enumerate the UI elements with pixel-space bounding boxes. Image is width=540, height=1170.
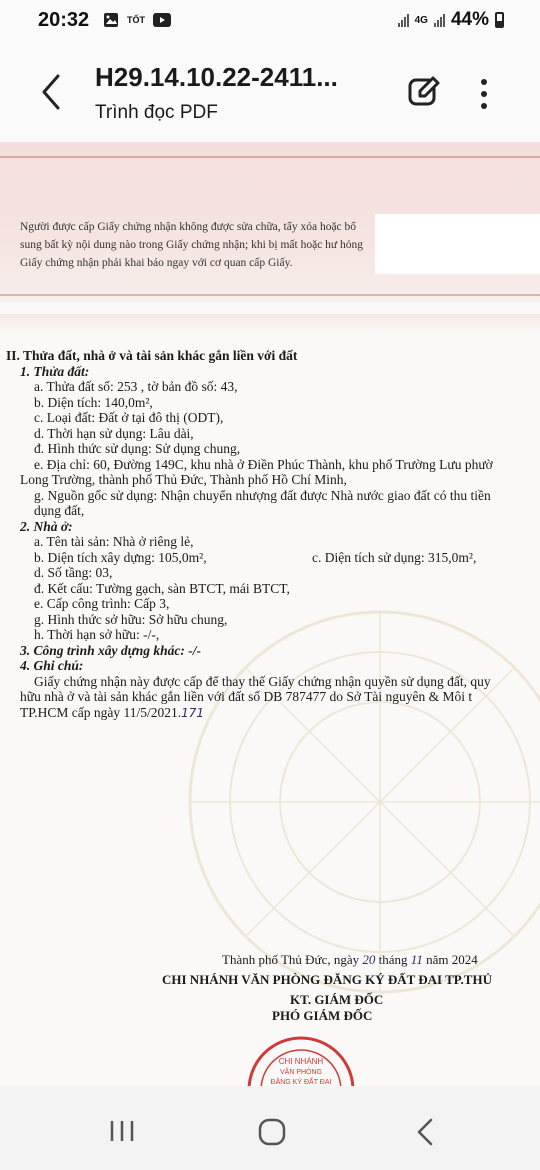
part4-line: TP.HCM cấp ngày 11/5/2021. (20, 704, 182, 720)
signer-position: PHÓ GIÁM ĐỐC (272, 1008, 373, 1023)
part1-line: e. Địa chỉ: 60, Đường 149C, khu nhà ở Điền Phúc Thành, khu phố Trường Lưu phườ (34, 456, 493, 472)
date-day: 20 (362, 952, 376, 967)
official-stamp (246, 1030, 356, 1086)
signer-kt: KT. GIÁM ĐỐC (290, 992, 384, 1007)
part1-line: Long Trường, thành phố Thủ Đức, Thành phố Hồ Chí Minh, (20, 472, 347, 487)
part2-line: h. Thời hạn sở hữu: -/-, (34, 627, 160, 642)
handwritten-mark: 171 (181, 705, 205, 720)
part1-line: b. Diện tích: 140,0m², (34, 394, 153, 410)
battery-percent: 44% (450, 9, 489, 30)
back-arrow-icon[interactable] (36, 72, 72, 112)
certificate-notice: Người được cấp Giấy chứng nhận không được sửa chữa, tẩy xóa hoặc bổ sung bất kỳ nội dung nào trong Giấy chứng nhận; khi bị mất hoặc hư hỏng Giấy chứng nhận phải khai báo ngay với cơ quan cấp Giấy. (20, 221, 364, 269)
part2-line: g. Hình thức sở hữu: Sở hữu chung, (34, 611, 228, 627)
part2-line: e. Cấp công trình: Cấp 3, (34, 596, 170, 611)
recent-apps-icon[interactable] (108, 1120, 136, 1142)
signal-icon-2 (434, 13, 445, 27)
part4-title: 4. Ghi chú: (20, 658, 84, 673)
more-vertical-icon[interactable] (470, 74, 498, 114)
part4-line: hữu nhà ở và tài sản khác gắn liền với đất số DB 787477 do Sở Tài nguyên & Môi t (20, 689, 473, 704)
pdf-page[interactable] (0, 142, 540, 1086)
date-month: 11 (410, 952, 423, 967)
part1-line: dụng đất, (34, 503, 85, 518)
part2-line: d. Số tầng: 03, (34, 565, 113, 580)
part1-line: đ. Hình thức sử dụng: Sử dụng chung, (34, 441, 241, 456)
part2-line: đ. Kết cấu: Tường gạch, sàn BTCT, mái BTCT, (34, 580, 290, 596)
network-type: 4G (414, 14, 428, 26)
status-time: 20:32 (38, 9, 90, 31)
part1-line: g. Nguồn gốc sử dụng: Nhận chuyển nhượng đất được Nhà nước giao đất có thu tiền (34, 487, 491, 503)
battery-icon (495, 12, 504, 28)
home-icon[interactable] (258, 1118, 286, 1146)
back-icon[interactable] (415, 1118, 435, 1146)
network-quality-label: TỐT (127, 15, 145, 25)
section-title: II. Thửa đất, nhà ở và tài sản khác gắn liền với đất (6, 348, 298, 363)
land-section (6, 348, 540, 721)
part2-line: a. Tên tài sản: Nhà ở riêng lẻ, (34, 534, 194, 549)
part1-lines (6, 379, 540, 519)
part2-line: b. Diện tích xây dựng: 105,0m², (34, 549, 207, 565)
signal-icon (398, 13, 409, 27)
app-bar (0, 42, 540, 142)
gallery-icon (103, 12, 119, 28)
part4-line: Giấy chứng nhận này được cấp để thay thế Giấy chứng nhận quyền sử dụng đất, quy (34, 673, 491, 689)
part1-line: c. Loại đất: Đất ở tại đô thị (ODT), (34, 410, 224, 425)
svg-text:VĂN PHÒNG: VĂN PHÒNG (279, 1069, 323, 1076)
part1-line: a. Thửa đất số: 253 , tờ bản đồ số: 43, (34, 379, 238, 394)
app-subtitle: Trình đọc PDF (95, 102, 218, 123)
svg-text:ĐĂNG KÝ ĐẤT ĐAI: ĐĂNG KÝ ĐẤT ĐAI (270, 1079, 332, 1086)
part1-title: 1. Thửa đất: (20, 363, 90, 379)
svg-text:CHI NHÁNH: CHI NHÁNH (278, 1057, 324, 1066)
edit-icon[interactable] (406, 74, 442, 110)
document-title: H29.14.10.22-2411... (95, 62, 338, 92)
part1-line: d. Thời hạn sử dụng: Lâu dài, (34, 425, 194, 441)
youtube-icon (153, 13, 171, 27)
system-nav-bar (0, 1086, 540, 1170)
issue-date: Thành phố Thủ Đức, ngày 20 tháng 11 năm 2024 (222, 952, 478, 967)
part2-title: 2. Nhà ở: (20, 518, 73, 534)
issuing-office: CHI NHÁNH VĂN PHÒNG ĐĂNG KÝ ĐẤT ĐAI TP.THỦ (162, 972, 492, 987)
part3-title: 3. Công trình xây dựng khác: -/- (20, 642, 201, 658)
part2-line: c. Diện tích sử dụng: 315,0m², (312, 549, 477, 565)
status-bar (0, 0, 540, 42)
